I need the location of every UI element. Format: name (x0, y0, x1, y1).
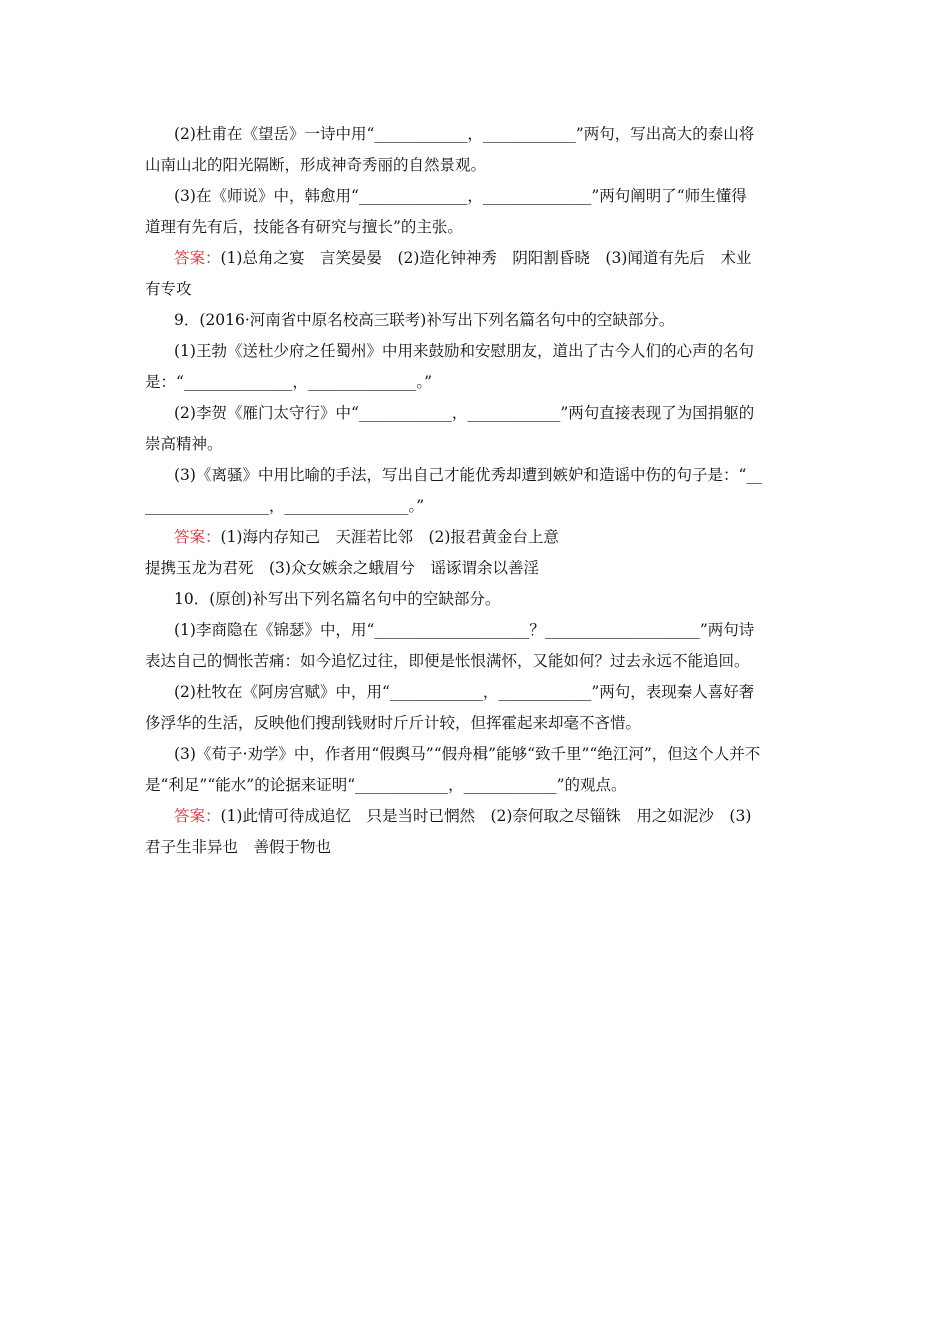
answer-8-text: (1)总角之宴 言笑晏晏 (2)造化钟神秀 阴阳割昏晓 (3)闻道有先后 术业 (220, 249, 752, 267)
answer-9-text: (1)海内存知己 天涯若比邻 (2)报君黄金台上意 (220, 528, 559, 546)
question-10-heading: 10．(原创)补写出下列名篇名句中的空缺部分。 (174, 590, 501, 608)
question-10-1-line-1: (1)李商隐在《锦瑟》中，用“____________________？____________________”两句诗 (174, 621, 755, 639)
answer-10-line-1 (174, 806, 751, 826)
answer-8-line-2: 有专攻 (145, 280, 192, 298)
question-9-3-line-1: (3)《离骚》中用比喻的手法，写出自己才能优秀却遭到嫉妒和造谣中伤的句子是：“__ (174, 466, 762, 484)
question-9-1-line-1: (1)王勃《送杜少府之任蜀州》中用来鼓励和安慰朋友，道出了古今人们的心声的名句 (174, 342, 754, 360)
answer-label: 答案： (174, 528, 221, 546)
question-9-1-line-2: 是：“______________，______________。” (145, 373, 433, 391)
question-8-3-line-2: 道理有先有后，技能各有研究与擅长”的主张。 (145, 218, 463, 236)
answer-8-line-1 (174, 248, 751, 268)
answer-10-line-2: 君子生非异也 善假于物也 (145, 838, 332, 856)
question-9-2-line-2: 崇高精神。 (145, 435, 223, 453)
question-8-3-line-1: (3)在《师说》中，韩愈用“______________，______________”两句阐明了“师生懂得 (174, 187, 747, 205)
question-10-3-line-2: 是“利足”“能水”的论据来证明“____________，____________”的观点。 (145, 776, 627, 794)
question-10-2-line-2: 侈浮华的生活，反映他们搜刮钱财时斤斤计较，但挥霍起来却毫不吝惜。 (145, 714, 642, 732)
answer-10-text: (1)此情可待成追忆 只是当时已惘然 (2)奈何取之尽锱铢 用之如泥沙 (3) (220, 807, 752, 825)
question-10-3-line-1: (3)《荀子·劝学》中，作者用“假舆马”“假舟楫”能够“致千里”“绝江河”，但这个人并不 (174, 745, 761, 763)
answer-9-line-1 (174, 527, 559, 547)
question-8-2-line-2: 山南山北的阳光隔断，形成神奇秀丽的自然景观。 (145, 156, 487, 174)
answer-label: 答案： (174, 807, 221, 825)
answer-9-line-2: 提携玉龙为君死 (3)众女嫉余之蛾眉兮 谣诼谓余以善淫 (145, 559, 539, 577)
question-8-2-line-1: (2)杜甫在《望岳》一诗中用“____________，____________”两句，写出高大的泰山将 (174, 125, 755, 143)
question-9-3-line-2: ________________，________________。” (145, 497, 425, 515)
answer-label: 答案： (174, 249, 221, 267)
question-9-2-line-1: (2)李贺《雁门太守行》中“____________，____________”两句直接表现了为国捐躯的 (174, 404, 755, 422)
question-10-1-line-2: 表达自己的惆怅苦痛：如今追忆过往，即便是怅恨满怀，又能如何？过去永远不能追回。 (145, 652, 750, 670)
question-10-2-line-1: (2)杜牧在《阿房宫赋》中，用“____________，____________”两句，表现秦人喜好奢 (174, 683, 755, 701)
question-9-heading: 9．(2016·河南省中原名校高三联考)补写出下列名篇名句中的空缺部分。 (174, 311, 675, 329)
